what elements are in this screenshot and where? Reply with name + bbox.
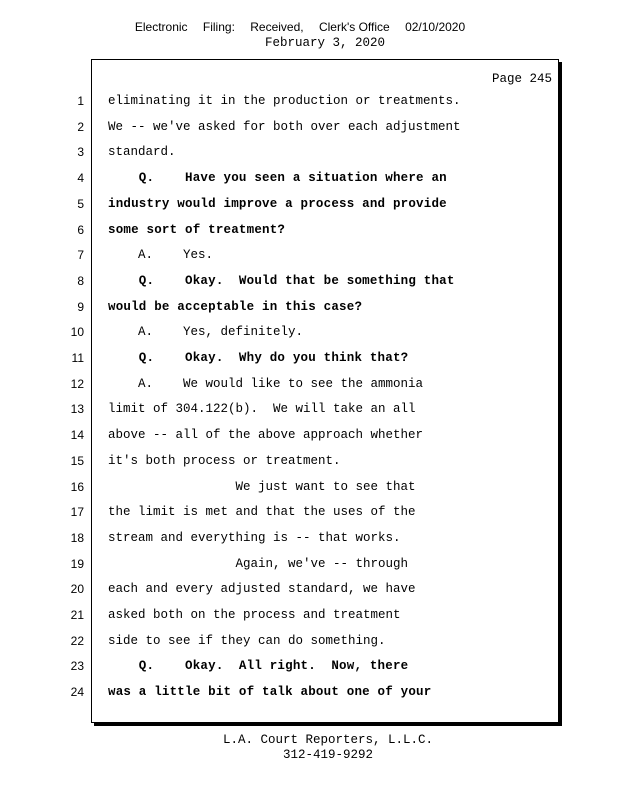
filing-stamp-clerks-office: Clerk's Office bbox=[318, 20, 390, 34]
transcript-line bbox=[0, 299, 600, 317]
line-number: 11 bbox=[71, 351, 84, 365]
transcript-line bbox=[0, 504, 600, 522]
line-number: 7 bbox=[77, 248, 84, 263]
transcript-line bbox=[0, 453, 600, 471]
line-text: A. Yes. bbox=[108, 248, 214, 263]
line-text: it's both process or treatment. bbox=[108, 453, 341, 468]
line-text: would be acceptable in this case? bbox=[108, 299, 363, 314]
transcript-line bbox=[0, 684, 600, 702]
page-number: Page 245 bbox=[491, 72, 552, 86]
line-text: eliminating it in the production or treatments. bbox=[108, 94, 461, 108]
transcript-line bbox=[0, 350, 600, 368]
line-number: 20 bbox=[70, 582, 84, 597]
transcript-line bbox=[0, 530, 600, 548]
line-number: 21 bbox=[70, 608, 84, 622]
line-text: We -- we've asked for both over each adjustment bbox=[108, 119, 461, 134]
line-number: 23 bbox=[70, 659, 84, 674]
transcript-line bbox=[0, 633, 600, 651]
line-number: 15 bbox=[70, 453, 84, 468]
transcript-line bbox=[0, 479, 600, 497]
transcript-line bbox=[0, 170, 600, 188]
line-number: 24 bbox=[70, 685, 84, 700]
line-number: 9 bbox=[77, 299, 84, 314]
reporter-company: L.A. Court Reporters, L.L.C. bbox=[222, 733, 434, 747]
line-number: 19 bbox=[70, 556, 84, 571]
line-text: each and every adjusted standard, we have bbox=[108, 582, 416, 597]
filing-stamp-date: 02/10/2020 bbox=[405, 20, 466, 34]
line-text: industry would improve a process and provide bbox=[108, 196, 447, 211]
transcript-line bbox=[0, 119, 600, 137]
line-number: 2 bbox=[77, 119, 84, 134]
line-number: 14 bbox=[70, 428, 84, 443]
filing-stamp-electronic: Electronic bbox=[134, 20, 188, 34]
line-number: 10 bbox=[70, 325, 84, 340]
line-text: Q. Okay. All right. Now, there bbox=[108, 659, 409, 674]
line-text: Again, we've -- through bbox=[108, 556, 409, 571]
transcript-line bbox=[0, 607, 600, 625]
line-text: We just want to see that bbox=[108, 479, 416, 494]
line-text: Q. Okay. Why do you think that? bbox=[108, 351, 409, 365]
line-number: 18 bbox=[70, 530, 84, 545]
line-number: 4 bbox=[77, 171, 84, 186]
line-text: standard. bbox=[108, 145, 176, 160]
line-text: Q. Okay. Would that be something that bbox=[108, 273, 455, 288]
line-number: 3 bbox=[77, 145, 84, 160]
transcript-line bbox=[0, 273, 600, 291]
transcript-line bbox=[0, 376, 600, 394]
transcript-line bbox=[0, 247, 600, 265]
line-text: the limit is met and that the uses of the bbox=[108, 505, 416, 520]
filing-stamp-received: Received, bbox=[250, 20, 304, 34]
line-text: side to see if they can do something. bbox=[108, 633, 386, 648]
transcript-line bbox=[0, 324, 600, 342]
transcript-line bbox=[0, 556, 600, 574]
line-number: 17 bbox=[70, 505, 84, 520]
transcript-line bbox=[0, 196, 600, 214]
line-text: limit of 304.122(b). We will take an all bbox=[108, 402, 416, 417]
transcript-line bbox=[0, 222, 600, 240]
transcript-line bbox=[0, 658, 600, 676]
line-number: 13 bbox=[70, 402, 84, 417]
transcript-line bbox=[0, 93, 600, 111]
line-number: 8 bbox=[77, 273, 84, 288]
line-text: above -- all of the above approach whether bbox=[108, 428, 424, 443]
transcript-line bbox=[0, 401, 600, 419]
line-text: some sort of treatment? bbox=[108, 222, 286, 237]
transcript-line bbox=[0, 427, 600, 445]
line-text: A. We would like to see the ammonia bbox=[108, 376, 424, 391]
transcript-line bbox=[0, 581, 600, 599]
line-text: stream and everything is -- that works. bbox=[108, 530, 401, 545]
filing-stamp bbox=[0, 20, 600, 34]
line-text: was a little bit of talk about one of your bbox=[108, 685, 432, 700]
line-number: 12 bbox=[70, 376, 84, 391]
line-text: Q. Have you seen a situation where an bbox=[108, 171, 447, 186]
reporter-phone: 312-419-9292 bbox=[282, 748, 373, 762]
transcript-line bbox=[0, 144, 600, 162]
line-number: 22 bbox=[70, 633, 84, 648]
line-number: 16 bbox=[70, 479, 84, 494]
line-text: A. Yes, definitely. bbox=[108, 325, 304, 340]
filing-stamp-filing: Filing: bbox=[202, 20, 235, 34]
line-number: 1 bbox=[77, 94, 84, 108]
transcript-date: February 3, 2020 bbox=[264, 36, 386, 50]
line-number: 5 bbox=[77, 196, 84, 211]
line-text: asked both on the process and treatment bbox=[108, 608, 401, 622]
line-number: 6 bbox=[77, 222, 84, 237]
